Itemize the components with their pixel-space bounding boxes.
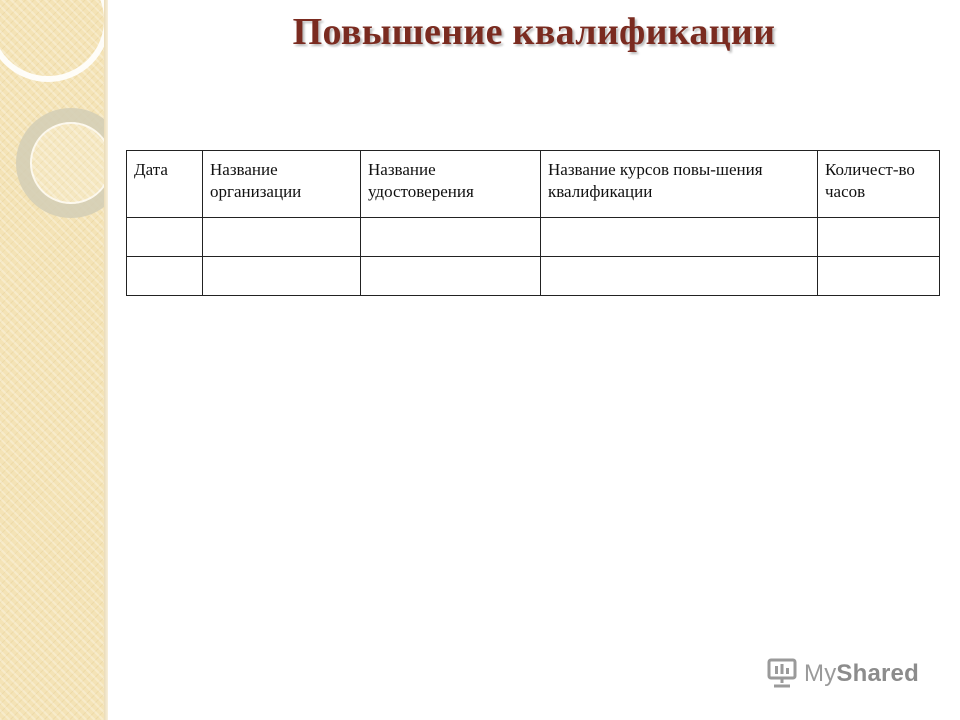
header-cell-course: Название курсов повы-шения квалификации — [541, 151, 818, 218]
header-cell-date: Дата — [127, 151, 203, 218]
table-cell[interactable] — [203, 218, 361, 257]
watermark-brand-suffix: Shared — [836, 660, 919, 687]
presentation-icon — [766, 656, 798, 693]
side-band-edge — [104, 0, 108, 720]
qualification-table — [126, 150, 940, 296]
table-cell[interactable] — [818, 218, 940, 257]
myshared-watermark — [766, 657, 919, 691]
table-cell[interactable] — [203, 257, 361, 296]
table-cell[interactable] — [818, 257, 940, 296]
table-cell[interactable] — [361, 257, 541, 296]
table-cell[interactable] — [127, 257, 203, 296]
header-cell-organization: Название организации — [203, 151, 361, 218]
table-cell[interactable] — [127, 218, 203, 257]
watermark-text — [804, 660, 919, 688]
watermark-brand-prefix: My — [804, 660, 837, 687]
decorative-ring — [30, 122, 104, 204]
table-row — [127, 257, 940, 296]
table-cell[interactable] — [541, 257, 818, 296]
decorative-ring — [0, 0, 104, 82]
header-cell-hours: Количест-во часов — [818, 151, 940, 218]
decorative-side-band — [0, 0, 104, 720]
table-cell[interactable] — [541, 218, 818, 257]
table-row — [127, 218, 940, 257]
table-cell[interactable] — [361, 218, 541, 257]
header-cell-certificate: Название удостоверения — [361, 151, 541, 218]
slide-title: Повышение квалификации — [292, 11, 776, 53]
table-header-row — [127, 151, 940, 218]
